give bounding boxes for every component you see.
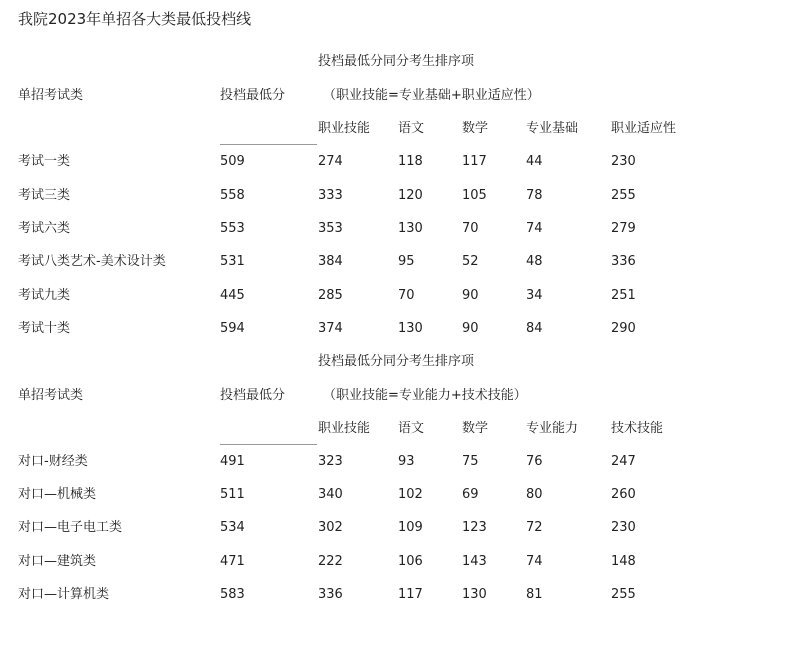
chinese-cell: 109 [398, 520, 423, 535]
header-divider [220, 144, 317, 145]
category-header: 单招考试类 [18, 88, 84, 103]
skill-cell: 384 [318, 254, 343, 269]
math-cell: 130 [462, 587, 487, 602]
skill-cell: 323 [318, 454, 343, 469]
chinese-cell: 120 [398, 188, 423, 203]
subheader-major-basic: 专业基础 [526, 121, 579, 136]
table-row [0, 220, 812, 238]
table-row [0, 519, 812, 537]
major-ability-cell: 76 [526, 454, 543, 469]
math-cell: 105 [462, 188, 487, 203]
subheader-math: 数学 [462, 121, 489, 136]
table-row [0, 553, 812, 571]
category-cell: 考试八类艺术-美术设计类 [18, 254, 166, 269]
skill-cell: 374 [318, 321, 343, 336]
category-cell: 考试六类 [18, 221, 71, 236]
min-score-cell: 594 [220, 321, 245, 336]
skill-cell: 353 [318, 221, 343, 236]
adaptability-cell: 279 [611, 221, 636, 236]
tech-skill-cell: 230 [611, 520, 636, 535]
page-title: 我院2023年单招各大类最低投档线 [18, 10, 252, 28]
subheader-chinese: 语文 [398, 121, 425, 136]
skill-cell: 333 [318, 188, 343, 203]
skill-cell: 274 [318, 154, 343, 169]
chinese-cell: 130 [398, 221, 423, 236]
table-row [0, 187, 812, 205]
min-score-header: 投档最低分 [220, 388, 286, 403]
major-basic-cell: 74 [526, 221, 543, 236]
chinese-cell: 130 [398, 321, 423, 336]
major-basic-cell: 84 [526, 321, 543, 336]
major-basic-cell: 34 [526, 288, 543, 303]
chinese-cell: 95 [398, 254, 415, 269]
tech-skill-cell: 260 [611, 487, 636, 502]
table-row [0, 320, 812, 338]
category-cell: 考试九类 [18, 288, 71, 303]
category-cell: 考试一类 [18, 154, 71, 169]
subheader-skill: 职业技能 [318, 121, 371, 136]
table-row [0, 253, 812, 271]
skill-formula: （职业技能=专业基础+职业适应性） [323, 88, 540, 103]
math-cell: 69 [462, 487, 479, 502]
table-row [0, 586, 812, 604]
major-ability-cell: 72 [526, 520, 543, 535]
tech-skill-cell: 247 [611, 454, 636, 469]
category-cell: 对口—建筑类 [18, 554, 97, 569]
tech-skill-cell: 148 [611, 554, 636, 569]
math-cell: 75 [462, 454, 479, 469]
major-basic-cell: 48 [526, 254, 543, 269]
subheader-tech-skill: 技术技能 [611, 421, 664, 436]
math-cell: 90 [462, 321, 479, 336]
min-score-cell: 471 [220, 554, 245, 569]
adaptability-cell: 255 [611, 188, 636, 203]
adaptability-cell: 336 [611, 254, 636, 269]
chinese-cell: 93 [398, 454, 415, 469]
min-score-cell: 558 [220, 188, 245, 203]
min-score-cell: 531 [220, 254, 245, 269]
math-cell: 90 [462, 288, 479, 303]
adaptability-cell: 251 [611, 288, 636, 303]
adaptability-cell: 290 [611, 321, 636, 336]
math-cell: 52 [462, 254, 479, 269]
math-cell: 117 [462, 154, 487, 169]
min-score-cell: 534 [220, 520, 245, 535]
min-score-cell: 583 [220, 587, 245, 602]
table-row [0, 287, 812, 305]
min-score-cell: 445 [220, 288, 245, 303]
chinese-cell: 70 [398, 288, 415, 303]
table-row [0, 153, 812, 171]
skill-cell: 302 [318, 520, 343, 535]
table-row [0, 486, 812, 504]
category-cell: 考试十类 [18, 321, 71, 336]
chinese-cell: 117 [398, 587, 423, 602]
min-score-cell: 553 [220, 221, 245, 236]
category-cell: 考试三类 [18, 188, 71, 203]
header-divider [220, 444, 317, 445]
min-score-cell: 511 [220, 487, 245, 502]
subheader-major-ability: 专业能力 [526, 421, 579, 436]
sort-criteria-title: 投档最低分同分考生排序项 [318, 54, 475, 69]
major-basic-cell: 78 [526, 188, 543, 203]
major-basic-cell: 44 [526, 154, 543, 169]
chinese-cell: 118 [398, 154, 423, 169]
subheader-math: 数学 [462, 421, 489, 436]
math-cell: 143 [462, 554, 487, 569]
min-score-cell: 509 [220, 154, 245, 169]
table-row [0, 453, 812, 471]
skill-cell: 285 [318, 288, 343, 303]
subheader-skill: 职业技能 [318, 421, 371, 436]
subheader-adaptability: 职业适应性 [611, 121, 677, 136]
chinese-cell: 106 [398, 554, 423, 569]
adaptability-cell: 230 [611, 154, 636, 169]
category-cell: 对口—电子电工类 [18, 520, 123, 535]
skill-cell: 222 [318, 554, 343, 569]
subheader-chinese: 语文 [398, 421, 425, 436]
major-ability-cell: 80 [526, 487, 543, 502]
min-score-cell: 491 [220, 454, 245, 469]
major-ability-cell: 74 [526, 554, 543, 569]
math-cell: 123 [462, 520, 487, 535]
category-cell: 对口—机械类 [18, 487, 97, 502]
skill-cell: 340 [318, 487, 343, 502]
major-ability-cell: 81 [526, 587, 543, 602]
min-score-header: 投档最低分 [220, 88, 286, 103]
category-header: 单招考试类 [18, 388, 84, 403]
category-cell: 对口-财经类 [18, 454, 88, 469]
skill-formula: （职业技能=专业能力+技术技能） [323, 388, 527, 403]
tech-skill-cell: 255 [611, 587, 636, 602]
math-cell: 70 [462, 221, 479, 236]
chinese-cell: 102 [398, 487, 423, 502]
category-cell: 对口—计算机类 [18, 587, 110, 602]
skill-cell: 336 [318, 587, 343, 602]
sort-criteria-title: 投档最低分同分考生排序项 [318, 354, 475, 369]
